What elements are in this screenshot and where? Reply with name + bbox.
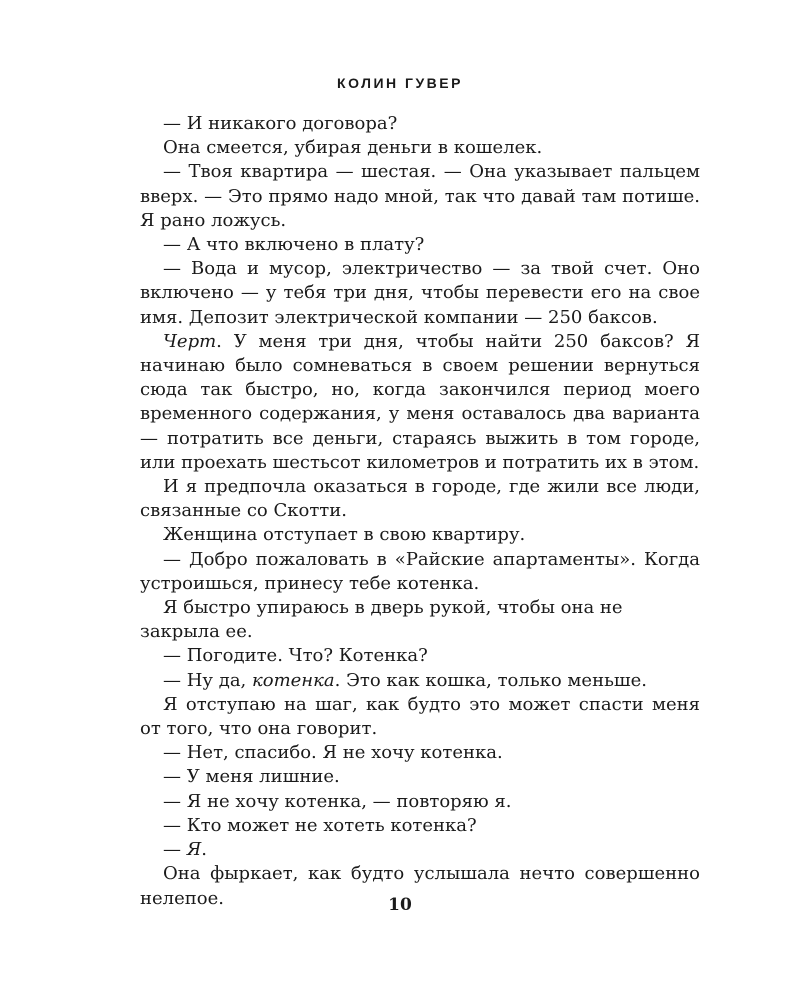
italic-word: котенка (252, 669, 335, 691)
paragraph: Черт. У меня три дня, чтобы найти 250 баксов? Я начинаю было сомневаться в своем решении вернуться сюда так быстро, но, когда закончился период моего временного содержания, у меня оставалось два варианта — потратить все деньги, стараясь выжить в том городе, или проехать шестьсот километров и потратить их в этом. (140, 330, 700, 473)
paragraph: — Я не хочу котенка, — повторяю я. (163, 790, 512, 812)
paragraph: — У меня лишние. (163, 766, 340, 788)
italic-word: Черт (163, 330, 217, 352)
italic-word: Я (186, 839, 202, 861)
paragraph: Женщина отступает в свою квартиру. (163, 524, 526, 546)
body-text (140, 112, 700, 911)
paragraph: — Вода и мусор, электричество — за твой счет. Оно включено — у тебя три дня, чтобы перевести его на свое имя. Депозит электрической компании — 250 баксов. (140, 258, 700, 328)
paragraph: — Нет, спасибо. Я не хочу котенка. (163, 742, 503, 764)
paragraph: — Ну да, котенка. Это как кошка, только меньше. (163, 669, 647, 691)
paragraph: — И никакого договора? (163, 113, 398, 134)
paragraph: Она смеется, убирая деньги в кошелек. (163, 137, 543, 159)
paragraph: — Твоя квартира — шестая. — Она указывает пальцем вверх. — Это прямо надо мной, так что давай там потише. Я рано ложусь. (140, 161, 700, 231)
paragraph: — Кто может не хотеть котенка? (163, 814, 477, 836)
paragraph: — А что включено в плату? (163, 234, 425, 256)
paragraph: — Погодите. Что? Котенка? (163, 645, 428, 667)
paragraph: — Добро пожаловать в «Райские апартаменты». Когда устроишься, принесу тебе котенка. (140, 548, 700, 594)
paragraph: — Я. (163, 839, 208, 861)
page-number: 10 (388, 895, 412, 915)
running-head: КОЛИН ГУВЕР (337, 75, 463, 91)
paragraph: Я быстро упираюсь в дверь рукой, чтобы она не закрыла ее. (140, 597, 623, 643)
paragraph: Я отступаю на шаг, как будто это может спасти меня от того, что она говорит. (140, 693, 700, 740)
paragraph: И я предпочла оказаться в городе, где жили все люди, связанные со Скотти. (140, 476, 700, 522)
paragraph: Она фыркает, как будто услышала нечто совершенно нелепое. (140, 863, 700, 909)
